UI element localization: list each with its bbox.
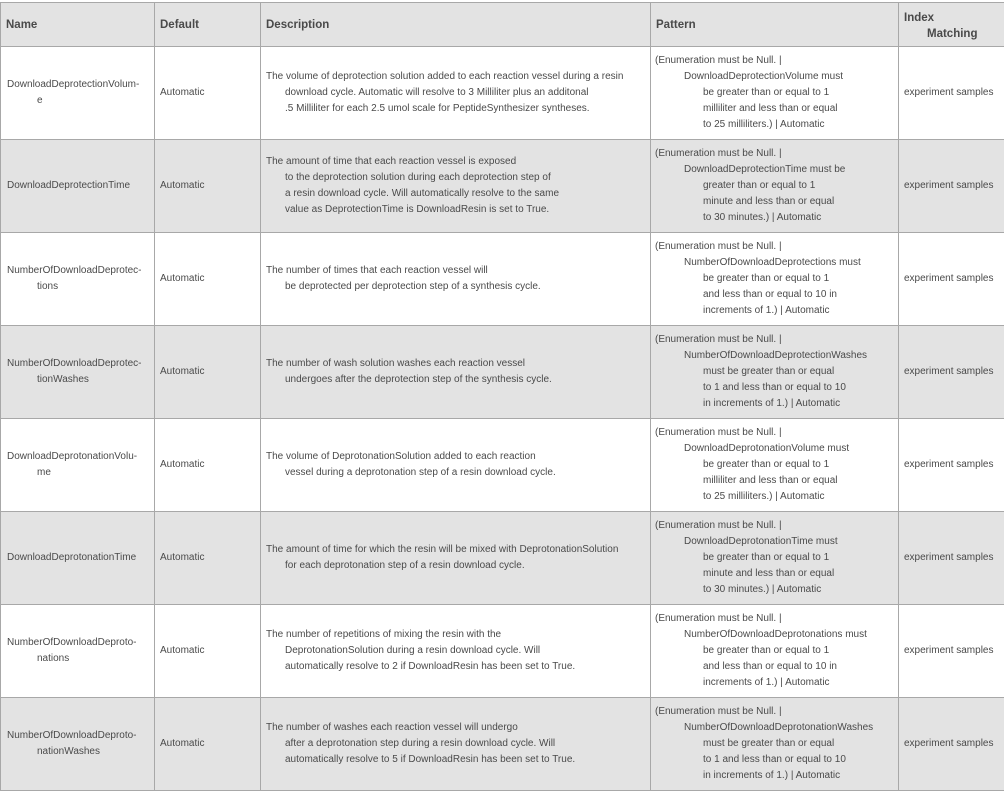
option-name: NumberOfDownloadDeproto- nations bbox=[7, 635, 150, 667]
option-name-cell bbox=[1, 233, 155, 326]
table-row bbox=[1, 698, 1004, 791]
option-default: Automatic bbox=[155, 605, 261, 698]
option-pattern-rest: must be greater than or equal to 1 and less than or equal to 10 in increments of 1.) | Automatic bbox=[655, 736, 896, 784]
option-pattern-line1: (Enumeration must be Null. | bbox=[655, 425, 896, 441]
option-pattern-cell bbox=[651, 140, 899, 233]
option-default: Automatic bbox=[155, 419, 261, 512]
option-pattern-rest: be greater than or equal to 1 and less than or equal to 10 in increments of 1.) | Automatic bbox=[655, 643, 896, 691]
header-row bbox=[1, 3, 1004, 47]
table-row bbox=[1, 140, 1004, 233]
option-default: Automatic bbox=[155, 47, 261, 140]
option-index-matching: experiment samples bbox=[899, 605, 1004, 698]
option-pattern-line2: DownloadDeprotectionTime must be bbox=[655, 162, 896, 178]
header-name: Name bbox=[1, 3, 155, 47]
option-name: NumberOfDownloadDeprotec- tionWashes bbox=[7, 356, 150, 388]
option-pattern-rest: be greater than or equal to 1 milliliter and less than or equal to 25 milliliters.) | Automatic bbox=[655, 457, 896, 505]
option-pattern-cell bbox=[651, 419, 899, 512]
option-name: DownloadDeprotonationTime bbox=[7, 550, 150, 566]
header-index-matching bbox=[899, 3, 1004, 47]
header-pattern: Pattern bbox=[651, 3, 899, 47]
header-description: Description bbox=[261, 3, 651, 47]
option-description-cell bbox=[261, 605, 651, 698]
option-description: The number of times that each reaction vessel will be deprotected per deprotection step of a synthesis cycle. bbox=[266, 263, 645, 295]
option-name: DownloadDeprotectionVolum- e bbox=[7, 77, 150, 109]
option-index-matching: experiment samples bbox=[899, 233, 1004, 326]
table-row bbox=[1, 233, 1004, 326]
table-row bbox=[1, 512, 1004, 605]
option-description-cell bbox=[261, 47, 651, 140]
option-description-cell bbox=[261, 326, 651, 419]
option-name-cell bbox=[1, 512, 155, 605]
option-pattern-line1: (Enumeration must be Null. | bbox=[655, 704, 896, 720]
option-description-cell bbox=[261, 140, 651, 233]
option-pattern-rest: be greater than or equal to 1 and less than or equal to 10 in increments of 1.) | Automatic bbox=[655, 271, 896, 319]
option-name-cell bbox=[1, 326, 155, 419]
option-default: Automatic bbox=[155, 140, 261, 233]
option-description-cell bbox=[261, 419, 651, 512]
option-description: The amount of time for which the resin will be mixed with DeprotonationSolution for each deprotonation step of a resin download cycle. bbox=[266, 542, 645, 574]
option-description: The volume of deprotection solution added to each reaction vessel during a resin download cycle. Automatic will resolve to 3 Milliliter plus an additonal .5 Milliliter for each 2.5 umol scale for PeptideSynthesizer syntheses. bbox=[266, 69, 645, 117]
option-pattern-cell bbox=[651, 698, 899, 791]
option-description: The number of repetitions of mixing the resin with the DeprotonationSolution during a resin download cycle. Will automatically resolve to 2 if DownloadResin has been set to True. bbox=[266, 627, 645, 675]
option-pattern-rest: greater than or equal to 1 minute and less than or equal to 30 minutes.) | Automatic bbox=[655, 178, 896, 226]
header-default: Default bbox=[155, 3, 261, 47]
option-description: The number of wash solution washes each reaction vessel undergoes after the deprotection step of the synthesis cycle. bbox=[266, 356, 645, 388]
option-default: Automatic bbox=[155, 326, 261, 419]
option-pattern-rest: be greater than or equal to 1 milliliter and less than or equal to 25 milliliters.) | Automatic bbox=[655, 85, 896, 133]
option-description: The number of washes each reaction vessel will undergo after a deprotonation step during a resin download cycle. Will automatically resolve to 5 if DownloadResin has been set to True. bbox=[266, 720, 645, 768]
option-pattern-line2: NumberOfDownloadDeprotonationWashes bbox=[655, 720, 896, 736]
option-index-matching: experiment samples bbox=[899, 140, 1004, 233]
option-pattern-cell bbox=[651, 233, 899, 326]
header-index-line2: Matching bbox=[904, 26, 1001, 42]
option-default: Automatic bbox=[155, 698, 261, 791]
option-index-matching: experiment samples bbox=[899, 512, 1004, 605]
option-name: NumberOfDownloadDeproto- nationWashes bbox=[7, 728, 150, 760]
table-row bbox=[1, 326, 1004, 419]
option-index-matching: experiment samples bbox=[899, 326, 1004, 419]
option-pattern-line2: NumberOfDownloadDeprotectionWashes bbox=[655, 348, 896, 364]
option-description-cell bbox=[261, 233, 651, 326]
option-description-cell bbox=[261, 698, 651, 791]
option-name: DownloadDeprotectionTime bbox=[7, 178, 150, 194]
option-pattern-line1: (Enumeration must be Null. | bbox=[655, 611, 896, 627]
option-name-cell bbox=[1, 419, 155, 512]
option-pattern-rest: must be greater than or equal to 1 and less than or equal to 10 in increments of 1.) | Automatic bbox=[655, 364, 896, 412]
option-pattern-line2: DownloadDeprotonationTime must bbox=[655, 534, 896, 550]
option-pattern-line1: (Enumeration must be Null. | bbox=[655, 332, 896, 348]
option-name-cell bbox=[1, 698, 155, 791]
option-pattern-line1: (Enumeration must be Null. | bbox=[655, 518, 896, 534]
option-pattern-rest: be greater than or equal to 1 minute and less than or equal to 30 minutes.) | Automatic bbox=[655, 550, 896, 598]
table-row bbox=[1, 419, 1004, 512]
option-pattern-line1: (Enumeration must be Null. | bbox=[655, 53, 896, 69]
option-pattern-cell bbox=[651, 47, 899, 140]
option-pattern-cell bbox=[651, 512, 899, 605]
option-name: NumberOfDownloadDeprotec- tions bbox=[7, 263, 150, 295]
option-pattern-line2: NumberOfDownloadDeprotonations must bbox=[655, 627, 896, 643]
option-default: Automatic bbox=[155, 233, 261, 326]
option-pattern-cell bbox=[651, 326, 899, 419]
option-index-matching: experiment samples bbox=[899, 698, 1004, 791]
option-pattern-cell bbox=[651, 605, 899, 698]
option-pattern-line1: (Enumeration must be Null. | bbox=[655, 146, 896, 162]
option-pattern-line2: NumberOfDownloadDeprotections must bbox=[655, 255, 896, 271]
option-pattern-line2: DownloadDeprotonationVolume must bbox=[655, 441, 896, 457]
option-description: The volume of DeprotonationSolution added to each reaction vessel during a deprotonation step of a resin download cycle. bbox=[266, 449, 645, 481]
option-name-cell bbox=[1, 140, 155, 233]
option-index-matching: experiment samples bbox=[899, 419, 1004, 512]
options-table bbox=[0, 2, 1004, 791]
table-row bbox=[1, 47, 1004, 140]
option-name-cell bbox=[1, 605, 155, 698]
option-name-cell bbox=[1, 47, 155, 140]
option-description-cell bbox=[261, 512, 651, 605]
option-pattern-line2: DownloadDeprotectionVolume must bbox=[655, 69, 896, 85]
option-pattern-line1: (Enumeration must be Null. | bbox=[655, 239, 896, 255]
table-row bbox=[1, 605, 1004, 698]
option-description: The amount of time that each reaction vessel is exposed to the deprotection solution during each deprotection step of a resin download cycle. Will automatically resolve to the same value as DeprotectionTime is DownloadResin is set to True. bbox=[266, 154, 645, 218]
option-default: Automatic bbox=[155, 512, 261, 605]
option-index-matching: experiment samples bbox=[899, 47, 1004, 140]
option-name: DownloadDeprotonationVolu- me bbox=[7, 449, 150, 481]
header-index-line1: Index bbox=[904, 12, 934, 24]
